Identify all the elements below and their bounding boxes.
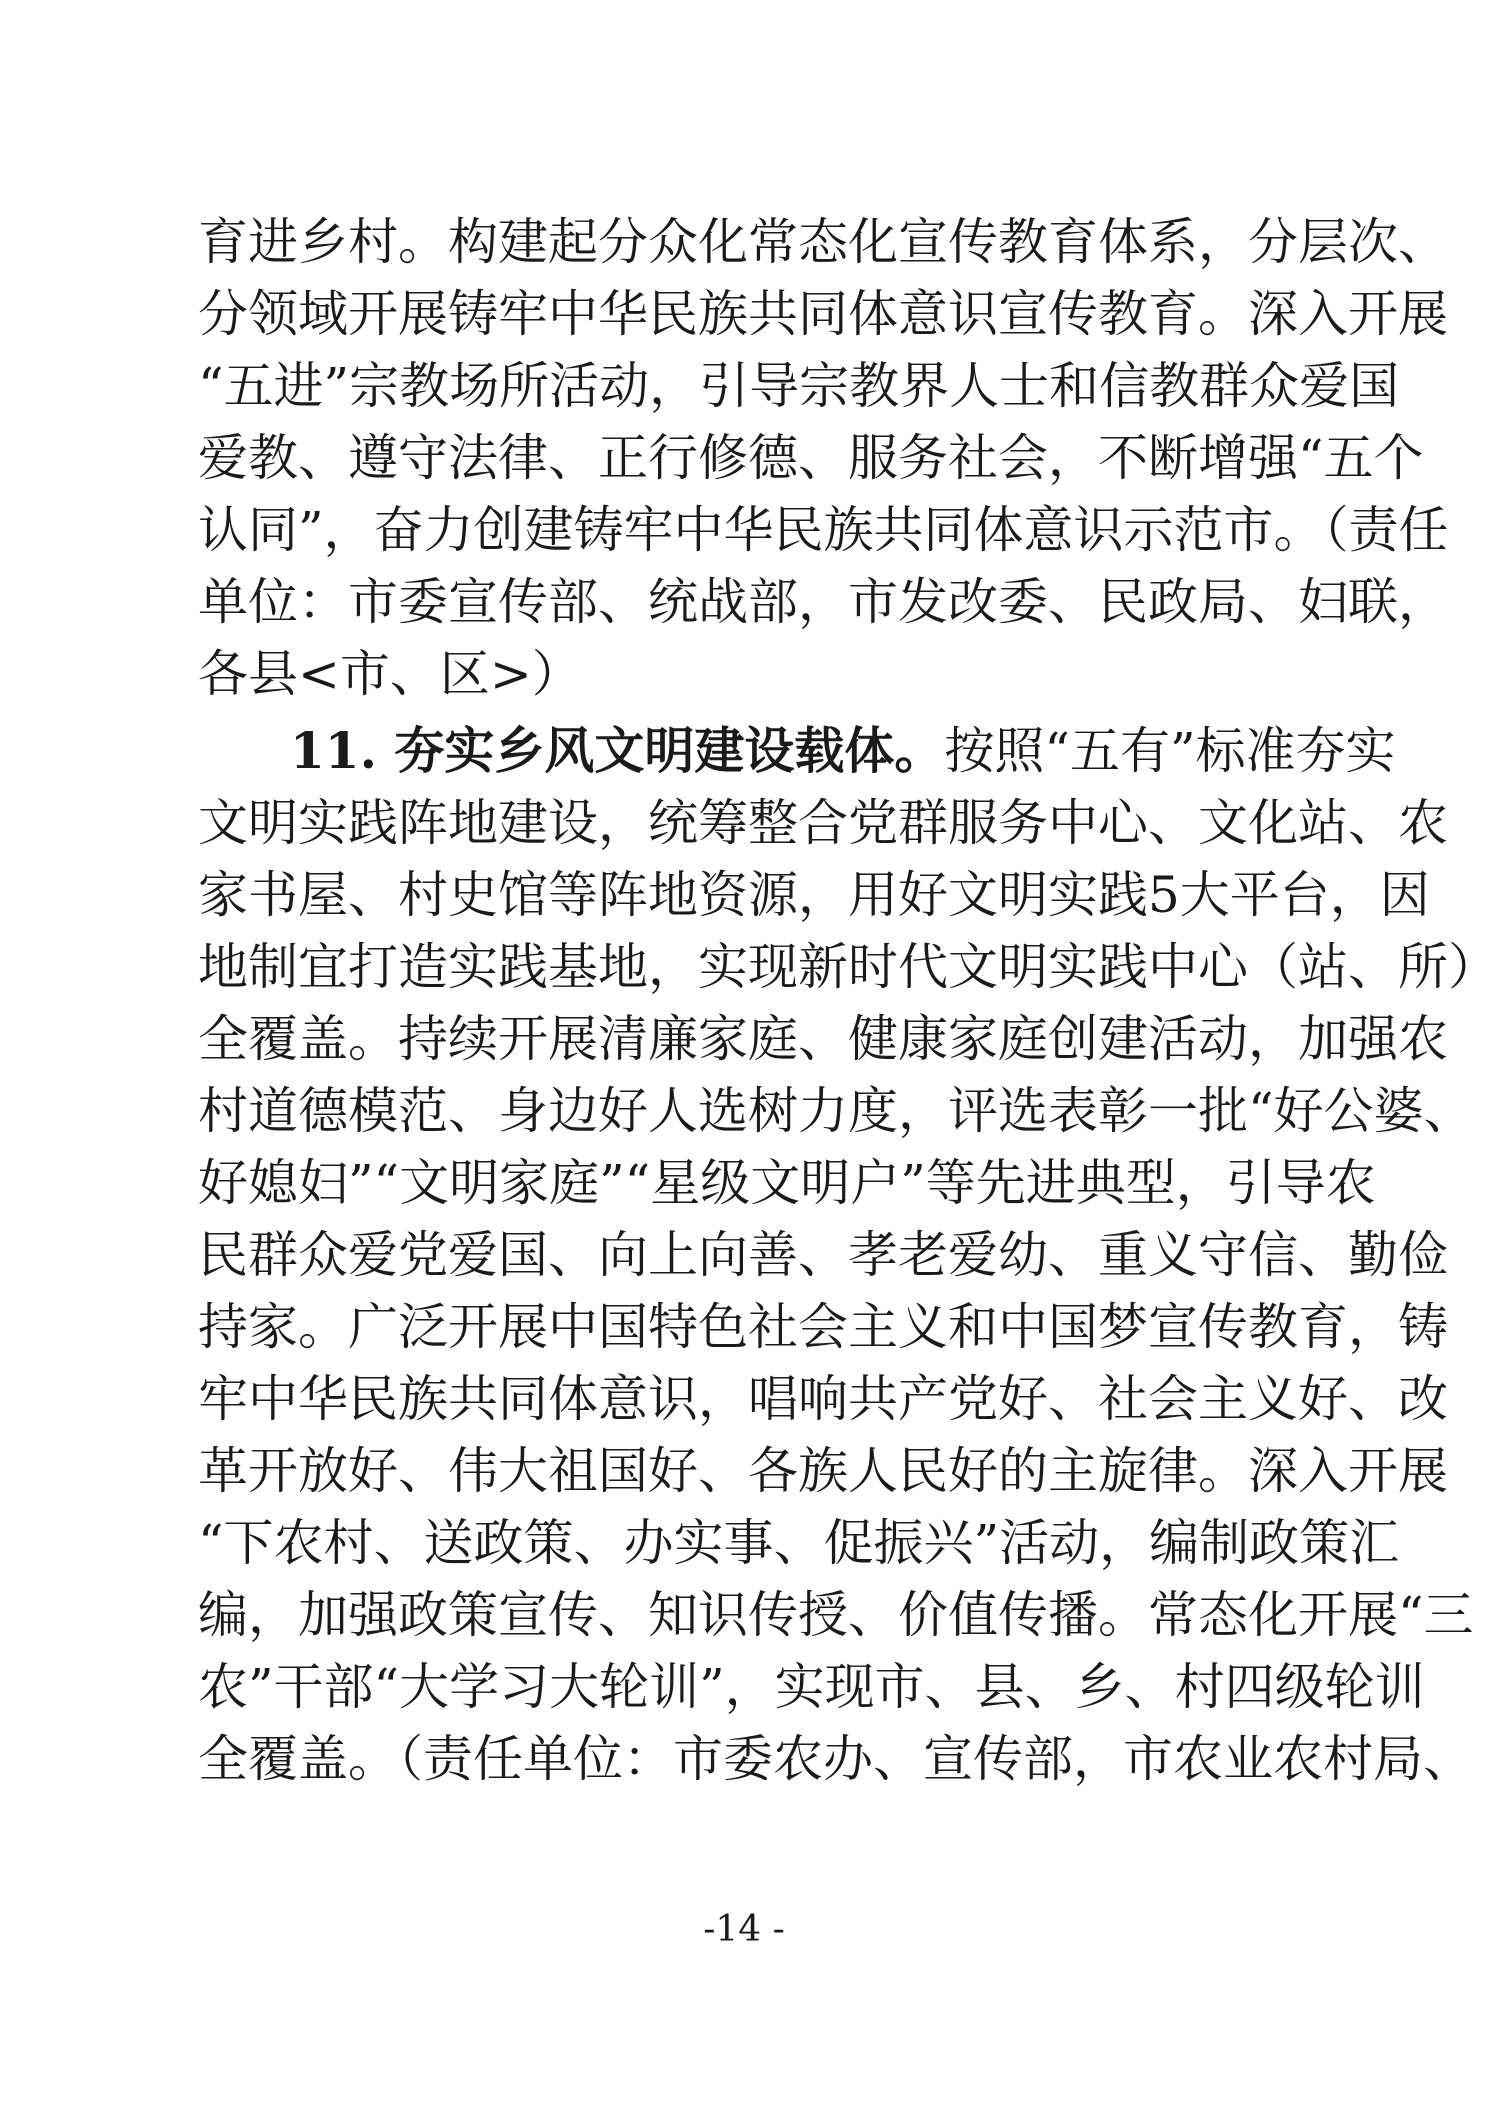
paragraph-line: 革开放好、伟大祖国好、各族人民好的主旋律。深入开展 (198, 1442, 1448, 1500)
paragraph-line: 全覆盖。（责任单位：市委农办、宣传部，市农业农村局、 (198, 1730, 1473, 1788)
page-number: -14 - (703, 1909, 785, 1950)
paragraph-line: 爱教、遵守法律、正行修德、服务社会，不断增强“五个 (198, 429, 1424, 487)
paragraph-line: 村道德模范、身边好人选树力度，评选表彰一批“好公婆、 (198, 1082, 1474, 1140)
item-11-first-line (290, 714, 1396, 788)
paragraph-line: 牢中华民族共同体意识，唱响共产党好、社会主义好、改 (198, 1370, 1448, 1428)
paragraph-line: 地制宜打造实践基地，实现新时代文明实践中心（站、所） (198, 938, 1498, 996)
paragraph-line: 单位：市委宣传部、统战部，市发改委、民政局、妇联， (198, 573, 1448, 631)
paragraph-line: 认同”，奋力创建铸牢中华民族共同体意识示范市。（责任 (198, 501, 1449, 559)
paragraph-line: 各县<市、区>） (198, 645, 582, 703)
paragraph-line: 文明实践阵地建设，统筹整合党群服务中心、文化站、农 (198, 794, 1448, 852)
paragraph-line: 编，加强政策宣传、知识传授、价值传播。常态化开展“三 (198, 1586, 1474, 1644)
item-11-first-line-text: 按照“五有”标准夯实 (944, 722, 1396, 780)
item-11-heading: 11. 夯实乡风文明建设载体。 (290, 721, 945, 780)
paragraph-line: “下农村、送政策、办实事、促振兴”活动，编制政策汇 (198, 1514, 1400, 1572)
paragraph-line: 全覆盖。持续开展清廉家庭、健康家庭创建活动，加强农 (198, 1010, 1448, 1068)
paragraph-line: 好媳妇”“文明家庭”“星级文明户”等先进典型，引导农 (198, 1154, 1376, 1212)
paragraph-line: 分领域开展铸牢中华民族共同体意识宣传教育。深入开展 (198, 285, 1448, 343)
paragraph-line: 农”干部“大学习大轮训”，实现市、县、乡、村四级轮训 (198, 1658, 1425, 1716)
paragraph-line: 育进乡村。构建起分众化常态化宣传教育体系，分层次、 (198, 213, 1448, 271)
paragraph-line: “五进”宗教场所活动，引导宗教界人士和信教群众爱国 (198, 357, 1400, 415)
paragraph-line: 持家。广泛开展中国特色社会主义和中国梦宣传教育，铸 (198, 1298, 1448, 1356)
paragraph-line: 家书屋、村史馆等阵地资源，用好文明实践5大平台，因 (198, 866, 1430, 924)
paragraph-line: 民群众爱党爱国、向上向善、孝老爱幼、重义守信、勤俭 (198, 1226, 1448, 1284)
